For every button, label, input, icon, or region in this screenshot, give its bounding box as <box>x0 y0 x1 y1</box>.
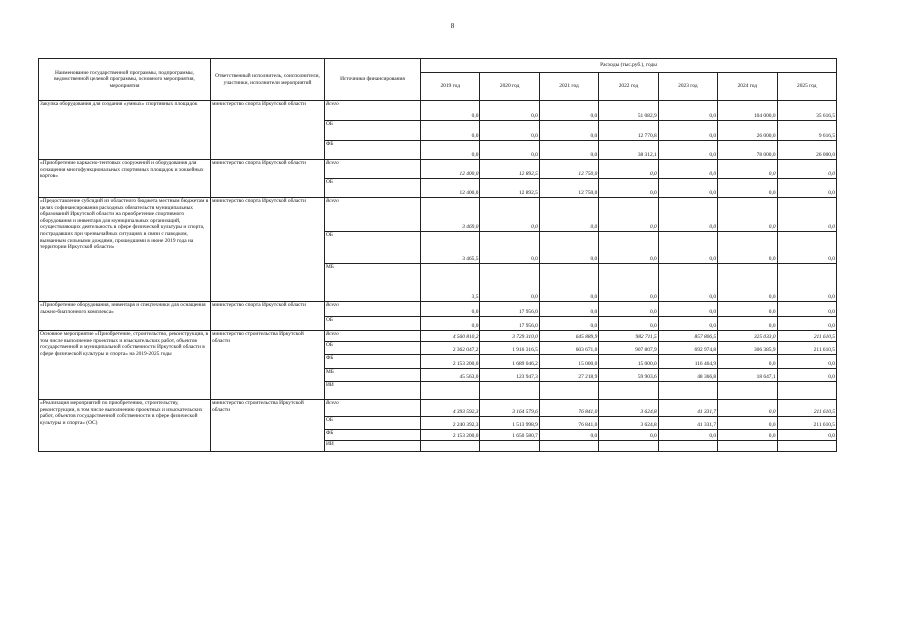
amount-cell: 0,0 <box>777 302 836 317</box>
amount-cell: 0,0 <box>718 355 777 369</box>
funding-source: Всего <box>325 400 421 417</box>
amount-cell: 59 903,6 <box>599 369 658 382</box>
amount-cell: 0,0 <box>777 264 836 302</box>
amount-cell <box>480 382 539 400</box>
amount-cell: 0,0 <box>777 369 836 382</box>
amount-cell: 26 000,0 <box>777 141 836 160</box>
amount-cell: 1 689 046,2 <box>480 355 539 369</box>
amount-cell: 0,0 <box>658 160 717 179</box>
measure-name: «Предоставление субсидий из областного бюджета местным бюджетам в целях софинансирования расходных обязательств муниципальных образований Иркутской области на приобретение спортивного оборудования и инвентаря для муниципальных организаций, осуществляющих деятельность в сфере физической культуры и спорта, пострадавших при чрезвычайных ситуациях в связи с паводком, вызванным сильными дождями, прошедшими в июне 2019 года на территории Иркутской области» <box>39 198 211 302</box>
amount-cell: 9 616,5 <box>777 121 836 141</box>
amount-cell <box>539 441 598 452</box>
amount-cell: 0,0 <box>658 121 717 141</box>
funding-source: МБ <box>325 369 421 382</box>
amount-cell: 211 610,5 <box>777 417 836 430</box>
amount-cell: 0,0 <box>480 264 539 302</box>
amount-cell: 0,0 <box>421 141 480 160</box>
amount-cell: 104 000,0 <box>718 101 777 121</box>
amount-cell <box>718 441 777 452</box>
amount-cell: 0,0 <box>480 121 539 141</box>
amount-cell: 15 000,0 <box>599 355 658 369</box>
amount-cell: 306 385,9 <box>718 342 777 355</box>
amount-cell: 0,0 <box>658 198 717 232</box>
table-row <box>39 302 837 317</box>
table-row <box>39 198 837 232</box>
measure-name: «Реализация мероприятий по приобретению, строительству, реконструкции, в том числе выполнению проектных и изыскательских работ, объектов государственной собственности в сфере физической культуры и спорта» (ОС) <box>39 400 211 452</box>
amount-cell: 0,0 <box>539 302 598 317</box>
amount-cell: 0,0 <box>718 317 777 331</box>
amount-cell: 76 841,0 <box>539 417 598 430</box>
amount-cell: 4 393 592,3 <box>421 400 480 417</box>
amount-cell: 12 400,0 <box>421 179 480 198</box>
amount-cell: 35 616,5 <box>777 101 836 121</box>
funding-source: ОБ <box>325 317 421 331</box>
table-row <box>39 101 837 121</box>
amount-cell: 211 610,5 <box>777 342 836 355</box>
amount-cell: 3,5 <box>421 264 480 302</box>
header-year: 2020 год <box>480 73 539 101</box>
amount-cell <box>658 441 717 452</box>
amount-cell: 0,0 <box>599 198 658 232</box>
funding-source: Всего <box>325 160 421 179</box>
amount-cell: 0,0 <box>718 232 777 264</box>
funding-source: ОБ <box>325 417 421 430</box>
amount-cell: 857 806,5 <box>658 331 717 342</box>
amount-cell: 0,0 <box>599 430 658 441</box>
amount-cell <box>599 382 658 400</box>
amount-cell: 692 974,8 <box>658 342 717 355</box>
amount-cell: 3 469,0 <box>421 198 480 232</box>
amount-cell <box>777 382 836 400</box>
amount-cell: 78 000,0 <box>718 141 777 160</box>
measure-name: Закупка оборудования для создания «умных» спортивных площадок <box>39 101 211 160</box>
amount-cell: 3 729 310,0 <box>480 331 539 342</box>
amount-cell: 3 164 579,6 <box>480 400 539 417</box>
amount-cell: 0,0 <box>421 302 480 317</box>
amount-cell: 38 312,1 <box>599 141 658 160</box>
amount-cell: 0,0 <box>718 179 777 198</box>
funding-source: Всего <box>325 198 421 232</box>
amount-cell: 1 916 316,5 <box>480 342 539 355</box>
funding-source: МБ <box>325 264 421 302</box>
header-year: 2022 год <box>599 73 658 101</box>
amount-cell: 3 465,5 <box>421 232 480 264</box>
amount-cell <box>599 441 658 452</box>
amount-cell: 12 750,0 <box>539 160 598 179</box>
executor: министерство строительства Иркутской области <box>211 400 325 452</box>
amount-cell: 0,0 <box>539 264 598 302</box>
amount-cell: 0,0 <box>658 101 717 121</box>
amount-cell: 0,0 <box>658 317 717 331</box>
amount-cell: 0,0 <box>718 302 777 317</box>
amount-cell: 45 563,0 <box>421 369 480 382</box>
table-row <box>39 331 837 342</box>
funding-source: ОБ <box>325 121 421 141</box>
amount-cell: 0,0 <box>718 160 777 179</box>
amount-cell: 0,0 <box>658 302 717 317</box>
amount-cell: 0,0 <box>777 198 836 232</box>
executor: министерство спорта Иркутской области <box>211 101 325 160</box>
amount-cell: 12 400,0 <box>421 160 480 179</box>
header-year: 2025 год <box>777 73 836 101</box>
funding-source: ИИ <box>325 382 421 400</box>
amount-cell: 12 750,0 <box>539 179 598 198</box>
amount-cell: 1 513 998,9 <box>480 417 539 430</box>
executor: министерство строительства Иркутской области <box>211 331 325 400</box>
amount-cell: 3 624,8 <box>599 417 658 430</box>
executor: министерство спорта Иркутской области <box>211 302 325 331</box>
header-year: 2024 год <box>718 73 777 101</box>
amount-cell: 0,0 <box>599 302 658 317</box>
header-name: Наименование государственной программы, подпрограммы, ведомственной целевой программы, основного мероприятия, мероприятия <box>39 59 211 101</box>
amount-cell: 0,0 <box>599 179 658 198</box>
funding-source: Всего <box>325 101 421 121</box>
amount-cell: 325 033,0 <box>718 331 777 342</box>
amount-cell: 3 624,8 <box>599 400 658 417</box>
amount-cell: 0,0 <box>658 141 717 160</box>
amount-cell: 0,0 <box>658 430 717 441</box>
executor: министерство спорта Иркутской области <box>211 198 325 302</box>
funding-source: ИИ <box>325 441 421 452</box>
amount-cell: 0,0 <box>777 179 836 198</box>
amount-cell: 0,0 <box>599 317 658 331</box>
measure-name: Основное мероприятие «Приобретение, строительство, реконструкция, в том числе выполнение проектных и изыскательских работ, объектов государственной и муниципальной собственности Иркутской области в сфере физической культуры и спорта» на 2019-2025 годы <box>39 331 211 400</box>
amount-cell: 0,0 <box>777 430 836 441</box>
amount-cell: 2 153 200,0 <box>421 355 480 369</box>
table-row <box>39 400 837 417</box>
funding-source: ОБ <box>325 179 421 198</box>
header-expenses: Расходы (тыс.руб.), годы <box>421 59 837 73</box>
funding-source: ФБ <box>325 430 421 441</box>
amount-cell: 0,0 <box>480 232 539 264</box>
header-year: 2021 год <box>539 73 598 101</box>
amount-cell: 0,0 <box>718 198 777 232</box>
amount-cell: 17 956,0 <box>480 317 539 331</box>
header-source: Источники финансирования <box>325 59 421 101</box>
expenditure-table <box>38 58 837 452</box>
header-executor: Ответственный исполнитель, соисполнители, участники, исполнители мероприятий <box>211 59 325 101</box>
amount-cell: 41 331,7 <box>658 417 717 430</box>
amount-cell: 0,0 <box>718 430 777 441</box>
header-year: 2023 год <box>658 73 717 101</box>
amount-cell: 26 000,0 <box>718 121 777 141</box>
amount-cell: 12 770,8 <box>599 121 658 141</box>
amount-cell <box>539 382 598 400</box>
amount-cell: 0,0 <box>539 141 598 160</box>
amount-cell: 0,0 <box>539 121 598 141</box>
amount-cell: 0,0 <box>421 101 480 121</box>
amount-cell: 0,0 <box>599 160 658 179</box>
amount-cell: 12 892,5 <box>480 179 539 198</box>
amount-cell: 41 331,7 <box>658 400 717 417</box>
amount-cell: 4 560 810,2 <box>421 331 480 342</box>
amount-cell: 15 000,0 <box>539 355 598 369</box>
amount-cell: 12 892,5 <box>480 160 539 179</box>
amount-cell: 0,0 <box>480 198 539 232</box>
funding-source: Всего <box>325 331 421 342</box>
amount-cell: 1 650 580,7 <box>480 430 539 441</box>
amount-cell: 0,0 <box>658 179 717 198</box>
amount-cell: 907 807,9 <box>599 342 658 355</box>
amount-cell: 0,0 <box>777 160 836 179</box>
amount-cell: 0,0 <box>777 232 836 264</box>
amount-cell: 0,0 <box>539 430 598 441</box>
amount-cell: 0,0 <box>718 264 777 302</box>
amount-cell: 2 240 392,3 <box>421 417 480 430</box>
amount-cell: 0,0 <box>718 400 777 417</box>
amount-cell: 2 153 200,0 <box>421 430 480 441</box>
amount-cell: 0,0 <box>658 232 717 264</box>
amount-cell: 17 956,0 <box>480 302 539 317</box>
funding-source: ФБ <box>325 141 421 160</box>
amount-cell: 0,0 <box>480 101 539 121</box>
table-row <box>39 160 837 179</box>
measure-name: «Приобретение оборудования, инвентаря и спецтехники для оснащения лыжно-биатлонного комплекса» <box>39 302 211 331</box>
amount-cell <box>658 382 717 400</box>
funding-source: ОБ <box>325 232 421 264</box>
amount-cell: 0,0 <box>599 264 658 302</box>
amount-cell: 982 711,5 <box>599 331 658 342</box>
measure-name: «Приобретение каркасно-тентовых сооружений и оборудования для оснащения многофункциональных спортивных площадок и хоккейных кортов» <box>39 160 211 198</box>
amount-cell: 0,0 <box>539 317 598 331</box>
amount-cell: 76 841,0 <box>539 400 598 417</box>
funding-source: ФБ <box>325 355 421 369</box>
amount-cell: 211 610,5 <box>777 400 836 417</box>
amount-cell <box>421 441 480 452</box>
amount-cell: 211 610,5 <box>777 331 836 342</box>
amount-cell: 123 947,3 <box>480 369 539 382</box>
amount-cell: 0,0 <box>539 232 598 264</box>
amount-cell <box>421 382 480 400</box>
amount-cell: 0,0 <box>539 101 598 121</box>
funding-source: ОБ <box>325 342 421 355</box>
amount-cell <box>777 441 836 452</box>
amount-cell: 18 647,1 <box>718 369 777 382</box>
amount-cell: 27 218,9 <box>539 369 598 382</box>
amount-cell: 51 082,9 <box>599 101 658 121</box>
funding-source: Всего <box>325 302 421 317</box>
page-number: 8 <box>450 22 455 30</box>
amount-cell: 603 671,0 <box>539 342 598 355</box>
amount-cell <box>480 441 539 452</box>
amount-cell: 0,0 <box>421 121 480 141</box>
header-year: 2019 год <box>421 73 480 101</box>
amount-cell: 0,0 <box>480 141 539 160</box>
amount-cell: 0,0 <box>777 355 836 369</box>
amount-cell: 116 464,9 <box>658 355 717 369</box>
amount-cell: 0,0 <box>777 317 836 331</box>
amount-cell: 48 366,8 <box>658 369 717 382</box>
executor: министерство спорта Иркутской области <box>211 160 325 198</box>
amount-cell: 2 362 047,2 <box>421 342 480 355</box>
amount-cell: 0,0 <box>658 264 717 302</box>
amount-cell: 0,0 <box>539 198 598 232</box>
amount-cell: 0,0 <box>599 232 658 264</box>
amount-cell: 645 889,9 <box>539 331 598 342</box>
amount-cell: 0,0 <box>718 417 777 430</box>
amount-cell: 0,0 <box>421 317 480 331</box>
amount-cell <box>718 382 777 400</box>
